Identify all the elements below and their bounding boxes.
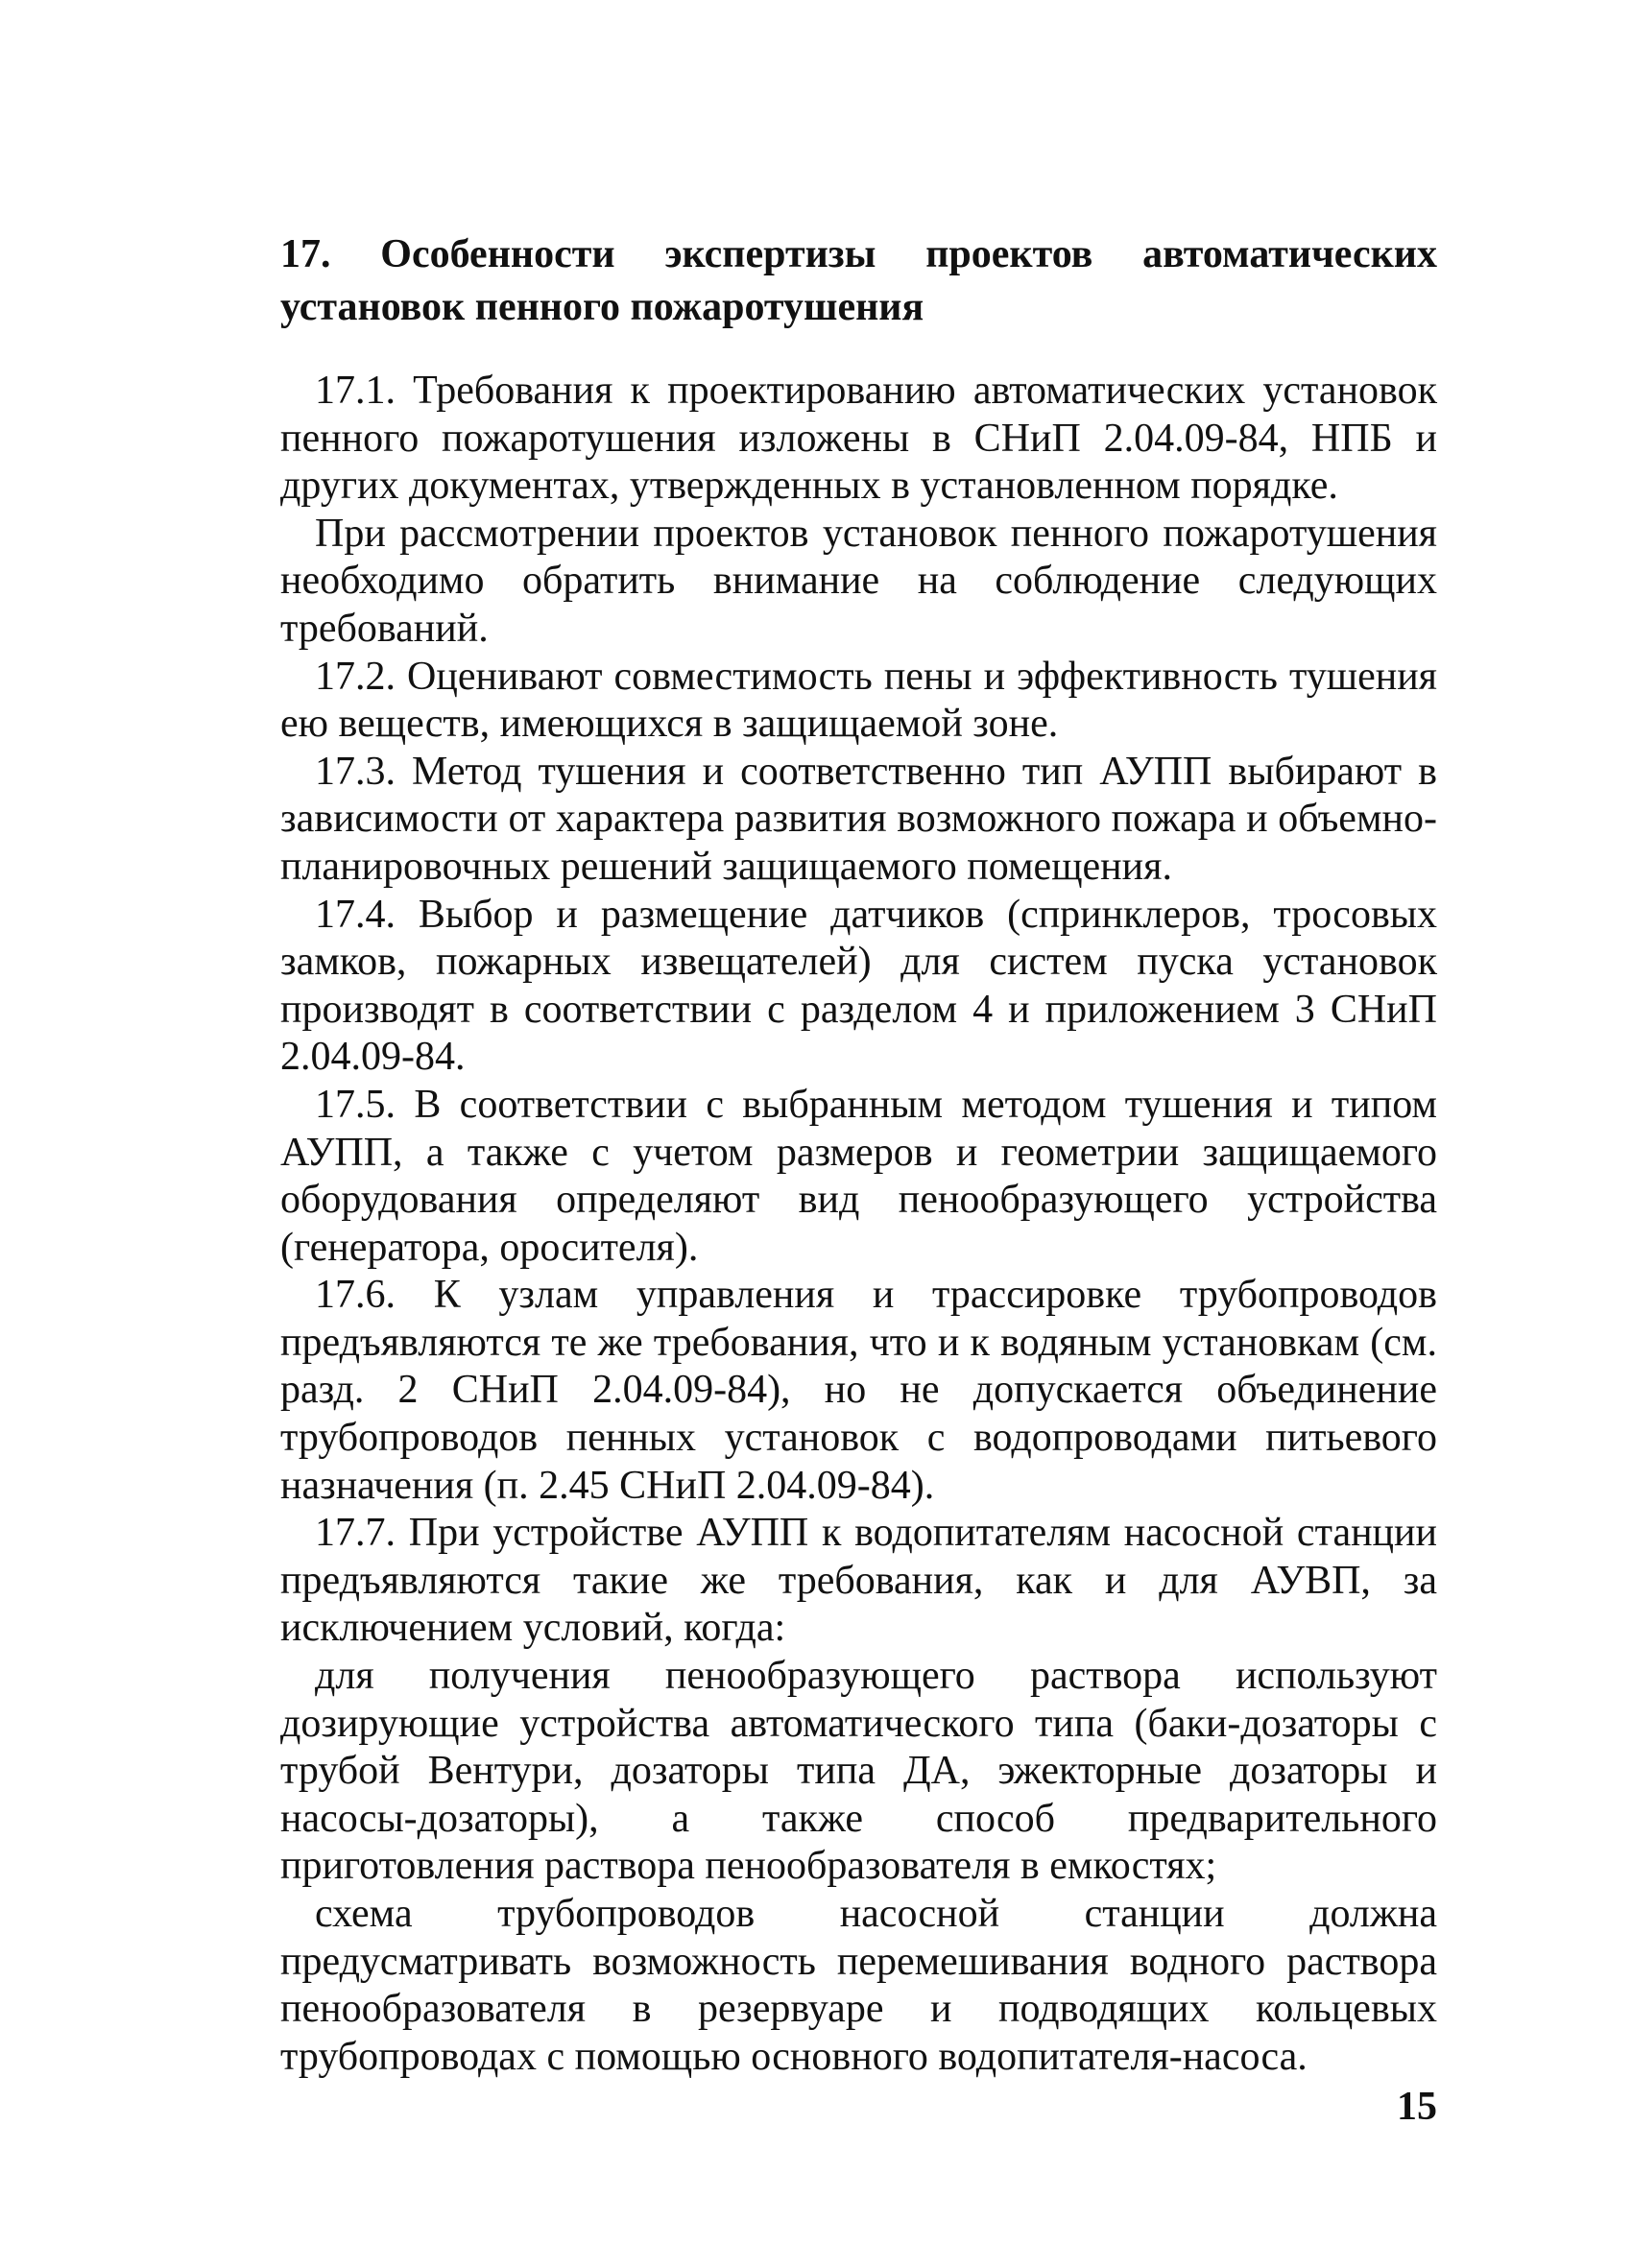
paragraph-17-7: 17.7. При устройстве АУПП к водопитателям насосной станции предъявляются такие же требования, как и для АУВП, за исключением условий, когда:: [280, 1511, 1437, 1651]
paragraph-17-3: 17.3. Метод тушения и соответственно тип АУПП выбирают в зависимости от характера развития возможного пожара и объемно-планировочных решений защищаемого помещения.: [280, 749, 1437, 889]
page-number: 15: [1397, 2085, 1437, 2129]
paragraph-intro-requirements: При рассмотрении проектов установок пенного пожаротушения необходимо обратить внимание на соблюдение следующих требований.: [280, 511, 1437, 651]
paragraph-17-1: 17.1. Требования к проектированию автоматических установок пенного пожаротушения изложены в СНиП 2.04.09-84, НПБ и других документах, утвержденных в установленном порядке.: [280, 369, 1437, 509]
paragraph-17-2: 17.2. Оценивают совместимость пены и эффективность тушения ею веществ, имеющихся в защищаемой зоне.: [280, 654, 1437, 747]
paragraph-pipeline-scheme: схема трубопроводов насосной станции должна предусматривать возможность перемешивания водного раствора пенообразователя в резервуаре и подводящих кольцевых трубопроводах с помощью основного водопитателя-насоса.: [280, 1892, 1437, 2079]
text-block: [280, 228, 1437, 2081]
paragraph-17-6: 17.6. К узлам управления и трассировке трубопроводов предъявляются те же требования, что и к водяным установкам (см. разд. 2 СНиП 2.04.09-84), но не допускается объединение трубопроводов пенных установок с водопроводами питьевого назначения (п. 2.45 СНиП 2.04.09-84).: [280, 1273, 1437, 1508]
section-title: 17. Особенности экспертизы проектов автоматических установок пенного пожаротушения: [280, 232, 1437, 329]
paragraph-dosing-devices: для получения пенообразующего раствора используют дозирующие устройства автоматического типа (баки-дозаторы с трубой Вентури, дозаторы типа ДА, эжекторные дозаторы и насосы-дозаторы), а также способ предварительного приготовления раствора пенообразователя в емкостях;: [280, 1654, 1437, 1889]
paragraph-17-5: 17.5. В соответствии с выбранным методом тушения и типом АУПП, а также с учетом размеров и геометрии защищаемого оборудования определяют вид пенообразующего устройства (генератора, оросителя).: [280, 1082, 1437, 1270]
paragraph-17-4: 17.4. Выбор и размещение датчиков (спринклеров, тросовых замков, пожарных извещателей) для систем пуска установок производят в соответствии с разделом 4 и приложением 3 СНиП 2.04.09-84.: [280, 892, 1437, 1080]
